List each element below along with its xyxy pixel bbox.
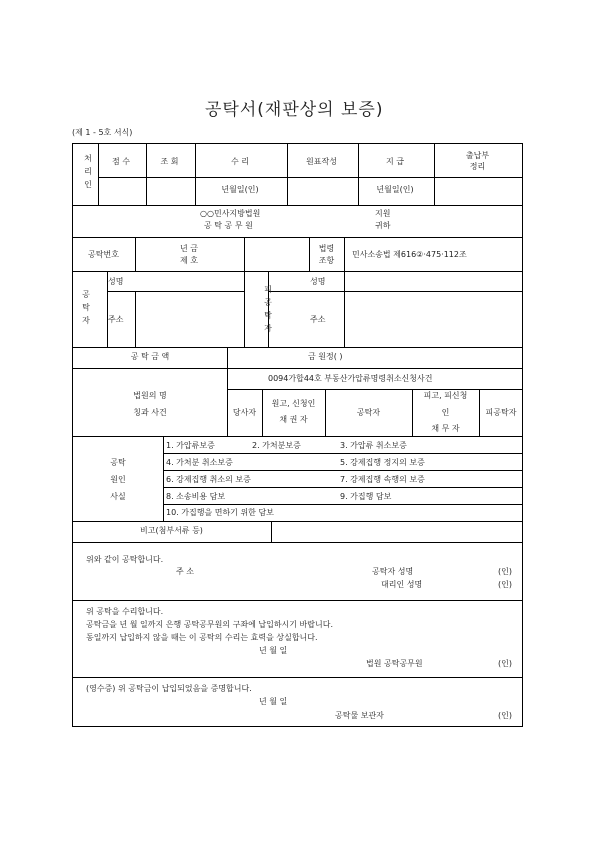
receipt-text: (영수증) 위 공탁금이 납입되었음을 증명합니다. <box>86 684 252 693</box>
declaration-agent-name: 대리인 성명 <box>381 580 423 589</box>
johoe-label: 조 회 <box>160 157 179 166</box>
court-official: 공 탁 공 무 원 <box>204 221 253 230</box>
divider <box>268 291 522 292</box>
divider <box>163 436 164 521</box>
acceptance-line-1: 위 공탁을 수리합니다. <box>86 607 164 616</box>
case-name: 0094가합44호 부동산가압류명령취소신청사건 <box>268 374 433 383</box>
divider <box>163 504 522 505</box>
divider <box>244 237 245 271</box>
divider <box>135 291 136 347</box>
divider <box>163 487 522 488</box>
divider <box>73 436 522 437</box>
divider <box>262 389 263 436</box>
cause-item: 1. 가압류보증 <box>166 441 215 450</box>
court-case-label-2: 칭과 사건 <box>133 408 167 417</box>
declaration-address: 주 소 <box>176 567 194 576</box>
cause-item: 2. 가처분보증 <box>252 441 301 450</box>
divider <box>73 205 522 206</box>
case-number-label: 공탁번호 <box>88 250 119 259</box>
suri-label: 수 리 <box>231 157 249 166</box>
form-number: (제 1 - 5호 서식) <box>72 128 133 137</box>
nabbu-label-1: 출납부 <box>465 151 490 160</box>
seal: (인) <box>498 580 512 589</box>
cause-item: 6. 강제집행 취소의 보증 <box>166 475 251 484</box>
amount-value: 금 원정( ) <box>308 352 343 361</box>
amount-label: 공 탁 금 액 <box>130 352 170 361</box>
plaintiff-label-1: 원고, 신청인 <box>271 399 316 408</box>
cause-label-1: 공탁 <box>110 458 126 467</box>
divider <box>271 521 272 542</box>
divider <box>344 271 345 347</box>
declaration-text: 위와 같이 공탁합니다. <box>86 555 164 564</box>
divider <box>227 347 228 368</box>
jigeup-date: 년월일(인) <box>376 185 414 194</box>
divider <box>73 271 522 272</box>
depositor-name-label: 성명 <box>108 277 124 286</box>
divider <box>146 144 147 205</box>
acceptance-line-3: 동일까지 납입하지 않을 때는 이 공탁의 수리는 효력을 상실합니다. <box>86 633 318 642</box>
divider <box>107 291 244 292</box>
defendant-label-3: 채 무 자 <box>431 424 460 433</box>
law-label-2: 조항 <box>318 256 335 265</box>
case-no: 제 호 <box>180 256 198 265</box>
jeopsu-label: 점 수 <box>112 157 130 166</box>
depositee-address-label: 주소 <box>310 315 326 324</box>
defendant-label-2: 인 <box>441 408 450 417</box>
court-name: ○○민사지방법원 <box>200 209 261 218</box>
court-case-label-1: 법원의 명 <box>133 391 167 400</box>
nabbu-label-2: 정리 <box>469 162 486 171</box>
divider <box>73 521 522 522</box>
wonpyo-label: 원표작성 <box>306 157 337 166</box>
divider <box>227 368 228 436</box>
divider <box>98 177 522 178</box>
divider <box>163 453 522 454</box>
cause-item: 3. 가압류 취소보증 <box>340 441 407 450</box>
case-year: 년 금 <box>180 244 198 253</box>
divider <box>98 144 99 205</box>
suri-date: 년월일(인) <box>221 185 259 194</box>
depositor-label: 공탁자 <box>82 290 90 325</box>
law-label-1: 법령 <box>318 244 335 253</box>
depositee-label: 피공탁자 <box>264 285 272 333</box>
page-title: 공탁서(재판상의 보증) <box>205 100 384 120</box>
divider <box>287 144 288 205</box>
acceptance-line-2: 공탁금을 년 월 일까지 은행 공탁공무원의 구좌에 납입하시기 바랍니다. <box>86 620 333 629</box>
divider <box>73 237 522 238</box>
cause-item: 10. 가집행을 면하기 위한 담보 <box>166 508 274 517</box>
divider <box>227 389 522 390</box>
divider <box>195 144 196 205</box>
divider <box>73 600 522 601</box>
court-honorific: 귀하 <box>375 221 391 230</box>
depositee-party-label: 피공탁자 <box>485 408 517 417</box>
seal: (인) <box>498 567 512 576</box>
court-branch: 지원 <box>375 209 391 218</box>
law-value: 민사소송법 제616②·475·112조 <box>352 250 467 259</box>
divider <box>73 542 522 543</box>
party-label: 당사자 <box>232 408 257 417</box>
cause-item: 8. 소송비용 담보 <box>166 492 226 501</box>
divider <box>344 237 345 271</box>
cause-item: 5. 강제집행 정지의 보증 <box>340 458 425 467</box>
depositor-party-label: 공탁자 <box>356 408 381 417</box>
cause-item: 9. 가집행 담보 <box>340 492 392 501</box>
divider <box>73 347 522 348</box>
depositor-address-label: 주소 <box>108 315 124 324</box>
divider <box>358 144 359 205</box>
divider <box>73 368 522 369</box>
declaration-depositor-name: 공탁자 성명 <box>372 567 414 576</box>
seal: (인) <box>498 659 512 668</box>
receipt-keeper: 공탁물 보관자 <box>335 711 384 720</box>
jigeup-label: 지 급 <box>386 157 404 166</box>
acceptance-official: 법원 공탁공무원 <box>366 659 423 668</box>
depositee-name-label: 성명 <box>310 277 326 286</box>
acceptance-date: 년 월 일 <box>259 646 288 655</box>
divider <box>73 677 522 678</box>
divider <box>244 271 245 347</box>
remarks-label: 비고(첨부서류 등) <box>140 526 203 535</box>
cause-item: 4. 가처분 취소보증 <box>166 458 233 467</box>
receipt-date: 년 월 일 <box>259 697 288 706</box>
divider <box>163 470 522 471</box>
seal: (인) <box>498 711 512 720</box>
plaintiff-label-2: 채 권 자 <box>279 415 308 424</box>
cause-label-2: 원인 <box>110 475 126 484</box>
processing-label: 처리인 <box>84 154 92 189</box>
cause-label-3: 사실 <box>110 492 126 501</box>
cause-item: 7. 강제집행 속행의 보증 <box>340 475 425 484</box>
defendant-label-1: 피고, 피신청 <box>423 391 468 400</box>
